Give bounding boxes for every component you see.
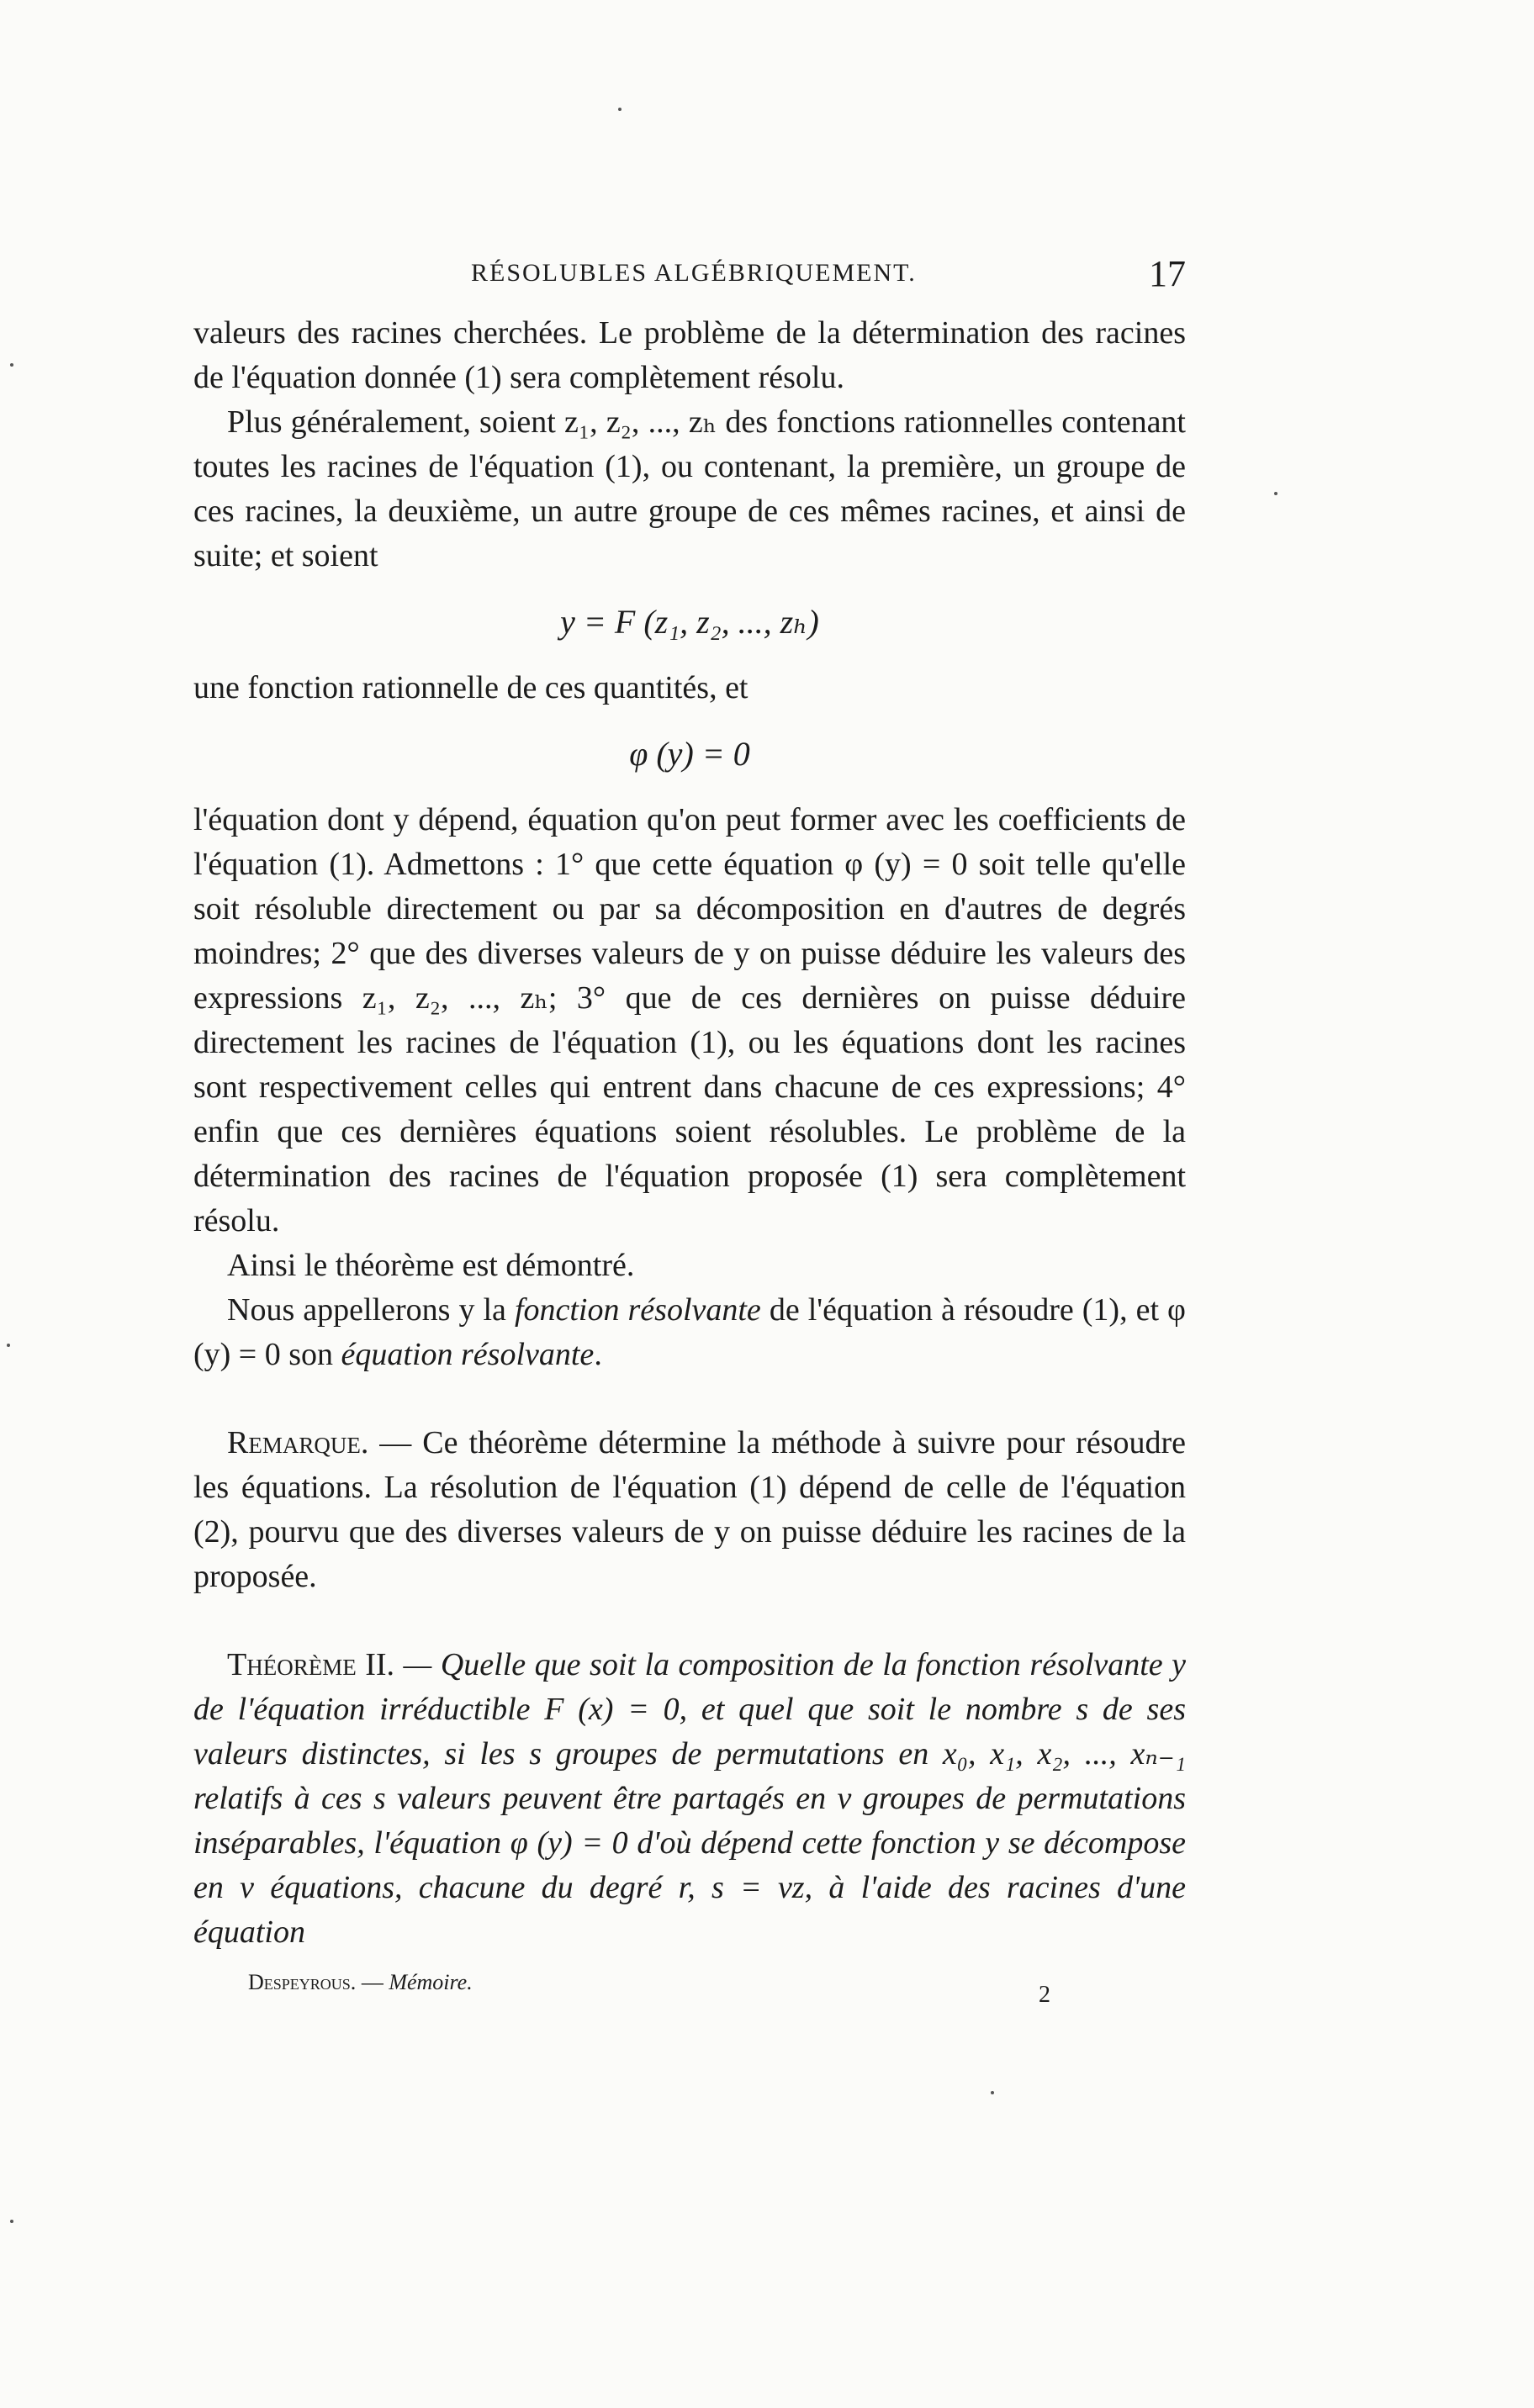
page-number: 17 bbox=[1149, 253, 1186, 294]
paragraph-rational-function: une fonction rationnelle de ces quantités, et bbox=[193, 670, 748, 705]
paper-speck bbox=[991, 2091, 994, 2094]
remark-paragraph bbox=[193, 1421, 1186, 1599]
work-title: Mémoire. bbox=[389, 1970, 473, 1994]
footer-separator: — bbox=[356, 1970, 389, 1994]
term-resolvent-equation: équation résolvante bbox=[341, 1337, 595, 1372]
page-footer bbox=[193, 1970, 1186, 2020]
remark-text: — Ce théorème détermine la méthode à suivre pour résoudre les équations. La résolution de l'équation (1) dépend de celle de l'équation (2), pourvu que des diverses valeurs de y on puisse déduire les racines de la proposée. bbox=[193, 1425, 1186, 1594]
book-page bbox=[193, 252, 1186, 2020]
equation-resolvent-function: y = F (z₁, z₂, ..., zₕ) bbox=[560, 603, 819, 641]
page-header bbox=[193, 252, 1186, 311]
theorem-statement: — Quelle que soit la composition de la fonction résolvante y de l'équation irréductible F (x) = 0, et quel que soit le nombre s de ses valeurs distinctes, si les s groupes de permutations en x₀, x₁, x₂, ..., xₙ₋₁ relatifs à ces s valeurs peuvent être partagés en v groupes de permutations inséparables, l'équation φ (y) = 0 d'où dépend cette fonction y se décompose en v équations, chacune du degré r, s = vz, à l'aide des racines d'une équation bbox=[193, 1647, 1186, 1950]
paragraph-generalization: Plus généralement, soient z₁, z₂, ..., zₕ des fonctions rationnelles contenant toutes les racines de l'équation (1), ou contenant, la première, un groupe de ces racines, la deuxième, un autre groupe de ces mêmes racines, et ainsi de suite; et soient bbox=[193, 404, 1186, 573]
paragraph-theorem-proven: Ainsi le théorème est démontré. bbox=[227, 1248, 635, 1283]
footer-author bbox=[248, 1970, 473, 1995]
definition-text: . bbox=[594, 1337, 602, 1372]
remark-label: Remarque. bbox=[227, 1425, 369, 1460]
paper-speck bbox=[10, 2220, 13, 2223]
author-name: Despeyrous. bbox=[248, 1970, 357, 1994]
definition-text: de l'équation à résoudre (1), et φ (y) = 0 son bbox=[193, 1292, 1186, 1372]
term-resolvent-function: fonction résolvante bbox=[514, 1292, 761, 1328]
paragraph-conclusion: valeurs des racines cherchées. Le problème de la détermination des racines de l'équation donnée (1) sera complètement résolu. bbox=[193, 315, 1186, 395]
paragraph-definition bbox=[193, 1288, 1186, 1377]
running-title: RÉSOLUBLES ALGÉBRIQUEMENT. bbox=[471, 259, 917, 287]
paper-speck bbox=[618, 108, 622, 111]
paragraph-assumptions: l'équation dont y dépend, équation qu'on peut former avec les coefficients de l'équation (1). Admettons : 1° que cette équation φ (y) = 0 soit telle qu'elle soit résoluble directement ou par sa décomposition en d'autres de degrés moindres; 2° que des diverses valeurs de y on puisse déduire les valeurs des expressions z₁, z₂, ..., zₕ; 3° que de ces dernières on puisse déduire directement les racines de l'équation (1), ou les équations dont les racines sont respectivement celles qui entrent dans chacune de ces expressions; 4° enfin que ces dernières équations soient résolubles. Le problème de la détermination des racines de l'équation proposée (1) sera complètement résolu. bbox=[193, 802, 1186, 1238]
definition-text: Nous appellerons y la bbox=[227, 1292, 515, 1328]
equation-phi: φ (y) = 0 bbox=[629, 735, 750, 773]
paper-speck bbox=[7, 1344, 10, 1347]
signature-mark: 2 bbox=[1039, 1982, 1050, 2008]
theorem-paragraph bbox=[193, 1643, 1186, 1955]
theorem-label: Théorème II. bbox=[227, 1647, 395, 1682]
paper-speck bbox=[1274, 492, 1277, 495]
paper-speck bbox=[10, 363, 13, 367]
